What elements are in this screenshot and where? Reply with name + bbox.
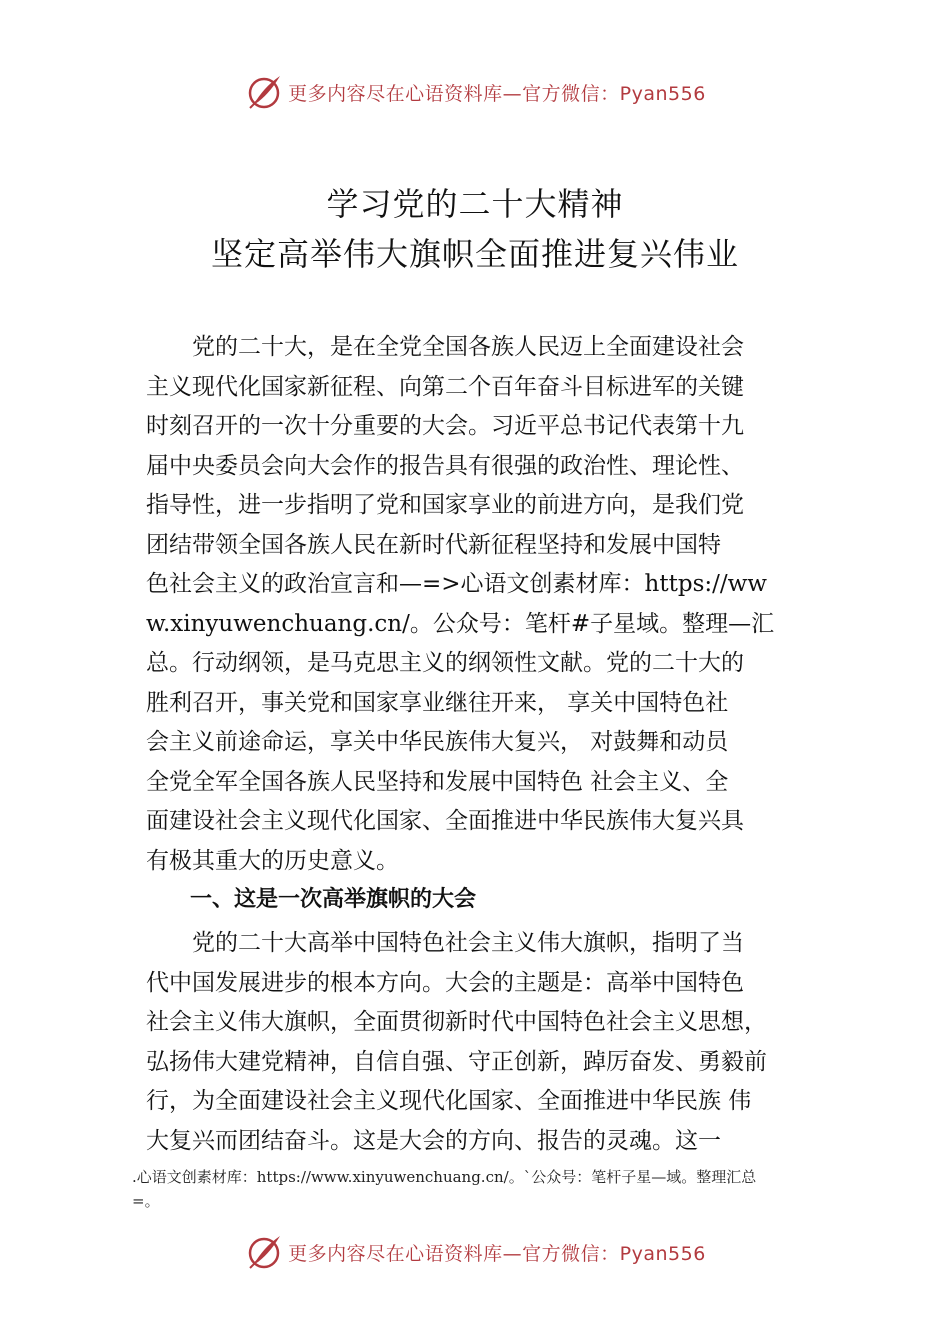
body-line: 色社会主义的政治宣言和—=>心语文创素材库：https://ww (146, 571, 767, 597)
body-line: 时刻召开的一次十分重要的大会。习近平总书记代表第十九 (146, 413, 744, 439)
body-line: 有极其重大的历史意义。 (146, 848, 399, 874)
body-line: 弘扬伟大建党精神，自信自强、守正创新，踔厉奋发、勇毅前 (146, 1049, 767, 1075)
section-heading: 一、这是一次高举旗帜的大会 (146, 887, 477, 912)
body-line: 胜利召开，事关党和国家享业继往开来， 享关中国特色社 (146, 690, 729, 716)
body-line: 社会主义伟大旗帜，全面贯彻新时代中国特色社会主义思想， (146, 1009, 767, 1035)
body-line: 面建设社会主义现代化国家、全面推进中华民族伟大复兴具 (146, 808, 744, 834)
body-line: 团结带领全国各族人民在新时代新征程坚持和发展中国特 (146, 532, 721, 558)
body-line: 代中国发展进步的根本方向。大会的主题是：高举中国特色 (146, 970, 744, 996)
body-line: w.xinyuwenchuang.cn/。公众号：笔杆#子星域。整理—汇 (146, 611, 775, 637)
quill-icon (244, 1232, 284, 1272)
footnote-line-1: .心语文创素材库：https://www.xinyuwenchuang.cn/。`公众号：笔杆子星—域。整理汇总 (132, 1168, 757, 1186)
body-line: 会主义前途命运，享关中华民族伟大复兴， 对鼓舞和动员 (146, 729, 729, 755)
body-line: 大复兴而团结奋斗。这是大会的方向、报告的灵魂。这一 (146, 1128, 721, 1154)
header-banner (0, 72, 950, 112)
body-line: 全党全军全国各族人民坚持和发展中国特色 社会主义、全 (146, 769, 729, 795)
footer-banner (0, 1232, 950, 1272)
body-line: 党的二十大，是在全党全国各族人民迈上全面建设社会 (146, 334, 744, 360)
title-line-2: 坚定高举伟大旗帜全面推进复兴伟业 (210, 235, 739, 273)
body-line: 届中央委员会向大会作的报告具有很强的政治性、理论性、 (146, 453, 744, 479)
title-line-1: 学习党的二十大精神 (326, 185, 624, 223)
body-line: 党的二十大高举中国特色社会主义伟大旗帜，指明了当 (146, 930, 744, 956)
body-line: 指导性，进一步指明了党和国家享业的前进方向，是我们党 (146, 492, 744, 518)
body-line: 总。行动纲领，是马克思主义的纲领性文献。党的二十大的 (146, 650, 744, 676)
banner-text: 更多内容尽在心语资料库—官方微信：Pyan556 (288, 1242, 706, 1265)
quill-icon (244, 72, 284, 112)
body-line: 行，为全面建设社会主义现代化国家、全面推进中华民族 伟 (146, 1088, 752, 1114)
footnote-line-2: =。 (132, 1192, 160, 1210)
banner-text: 更多内容尽在心语资料库—官方微信：Pyan556 (288, 82, 706, 105)
body-line: 主义现代化国家新征程、向第二个百年奋斗目标进军的关键 (146, 374, 744, 400)
